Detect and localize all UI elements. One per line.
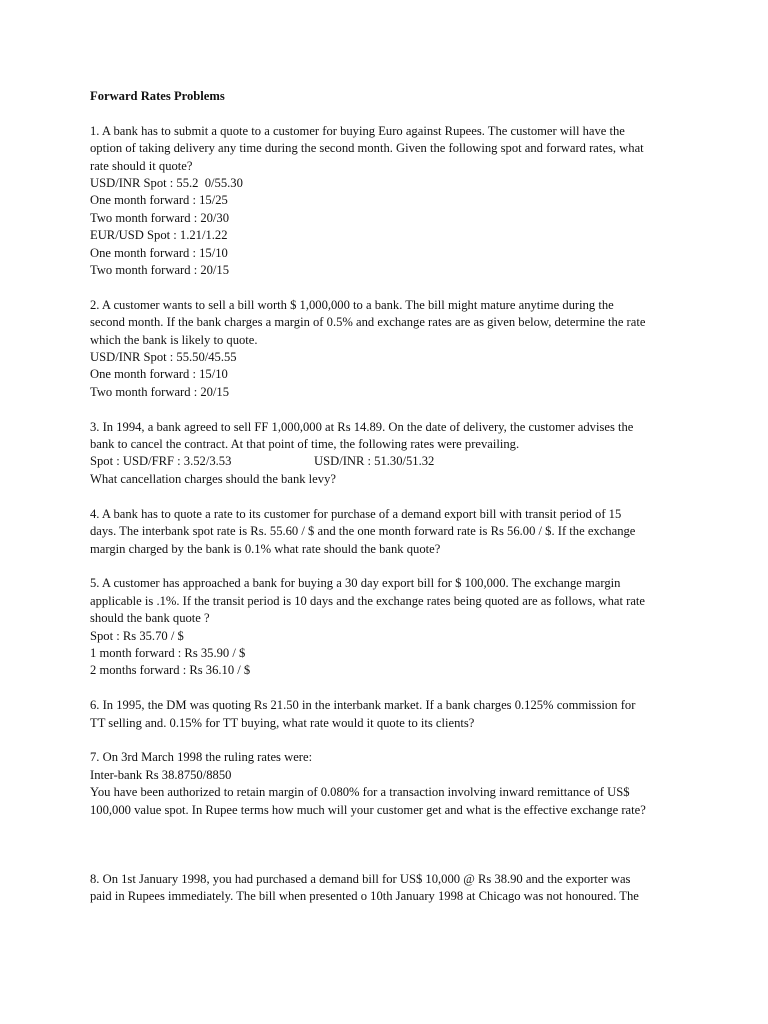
- problem-text: 2. A customer wants to sell a bill worth $ 1,000,000 to a bank. The bill might mature anytime during the: [90, 297, 614, 312]
- spacer: [90, 105, 690, 122]
- problem-2: [90, 297, 690, 401]
- problem-text: 8. On 1st January 1998, you had purchased a demand bill for US$ 10,000 @ Rs 38.90 and the exporter was: [90, 871, 631, 886]
- problem-8: [90, 871, 690, 906]
- problem-text: 3. In 1994, a bank agreed to sell FF 1,000,000 at Rs 14.89. On the date of delivery, the customer advises the: [90, 419, 634, 434]
- rate-line: Spot : Rs 35.70 / $: [90, 628, 184, 643]
- problem-text: rate should it quote?: [90, 158, 193, 173]
- problem-text: You have been authorized to retain margin of 0.080% for a transaction involving inward remittance of US$: [90, 785, 630, 800]
- problem-5: [90, 575, 690, 679]
- rate-line: 1 month forward : Rs 35.90 / $: [90, 645, 246, 660]
- problem-3: [90, 419, 690, 489]
- problem-text: applicable is .1%. If the transit period is 10 days and the exchange rates being quoted are as follows, what rate: [90, 593, 645, 608]
- spacer: [90, 819, 690, 871]
- problem-4: [90, 506, 690, 558]
- problem-text: margin charged by the bank is 0.1% what rate should the bank quote?: [90, 541, 441, 556]
- rate-line: Inter-bank Rs 38.8750/8850: [90, 767, 232, 782]
- rate-line: One month forward : 15/10: [90, 367, 228, 382]
- rate-line: Two month forward : 20/15: [90, 263, 230, 278]
- problem-text: should the bank quote ?: [90, 611, 210, 626]
- spacer: [90, 558, 690, 575]
- rate-line: One month forward : 15/25: [90, 193, 228, 208]
- rate-line: Two month forward : 20/30: [90, 210, 230, 225]
- problem-text: second month. If the bank charges a margin of 0.5% and exchange rates are as given below, determine the rate: [90, 315, 646, 330]
- problem-text: 4. A bank has to quote a rate to its customer for purchase of a demand export bill with transit period of 15: [90, 506, 622, 521]
- spacer: [90, 279, 690, 296]
- rate-line: USD/INR Spot : 55.50/45.55: [90, 350, 237, 365]
- problem-question: What cancellation charges should the bank levy?: [90, 471, 336, 486]
- rate-line: 2 months forward : Rs 36.10 / $: [90, 663, 251, 678]
- problem-1: [90, 123, 690, 280]
- problem-text: 5. A customer has approached a bank for buying a 30 day export bill for $ 100,000. The exchange margin: [90, 576, 621, 591]
- spacer: [90, 401, 690, 418]
- spacer: [90, 488, 690, 505]
- document-page: [90, 88, 690, 906]
- spacer: [90, 680, 690, 697]
- rate-line: USD/INR Spot : 55.2 0/55.30: [90, 176, 243, 191]
- rate-left: Spot : USD/FRF : 3.52/3.53: [90, 454, 232, 469]
- problem-text: 100,000 value spot. In Rupee terms how much will your customer get and what is the effective exchange rate?: [90, 802, 646, 817]
- problem-text: TT selling and. 0.15% for TT buying, what rate would it quote to its clients?: [90, 715, 475, 730]
- problem-text: paid in Rupees immediately. The bill when presented o 10th January 1998 at Chicago was not honoured. The: [90, 889, 639, 904]
- problem-text: 6. In 1995, the DM was quoting Rs 21.50 in the interbank market. If a bank charges 0.125% commission for: [90, 698, 636, 713]
- problem-7: [90, 749, 690, 819]
- rate-right: USD/INR : 51.30/51.32: [314, 454, 435, 469]
- document-title: Forward Rates Problems: [90, 89, 225, 103]
- rate-line: Two month forward : 20/15: [90, 384, 230, 399]
- spacer: [90, 732, 690, 749]
- problem-text: days. The interbank spot rate is Rs. 55.60 / $ and the one month forward rate is Rs 56.00 / $. If the exchange: [90, 524, 636, 539]
- problem-text: which the bank is likely to quote.: [90, 332, 258, 347]
- rate-line: [90, 453, 690, 470]
- problem-text: 7. On 3rd March 1998 the ruling rates were:: [90, 750, 313, 765]
- problem-6: [90, 697, 690, 732]
- problem-text: bank to cancel the contract. At that point of time, the following rates were prevailing.: [90, 437, 520, 452]
- problem-text: 1. A bank has to submit a quote to a customer for buying Euro against Rupees. The customer will have the: [90, 123, 625, 138]
- problem-text: option of taking delivery any time during the second month. Given the following spot and forward rates, what: [90, 141, 644, 156]
- rate-line: One month forward : 15/10: [90, 245, 228, 260]
- rate-line: EUR/USD Spot : 1.21/1.22: [90, 228, 228, 243]
